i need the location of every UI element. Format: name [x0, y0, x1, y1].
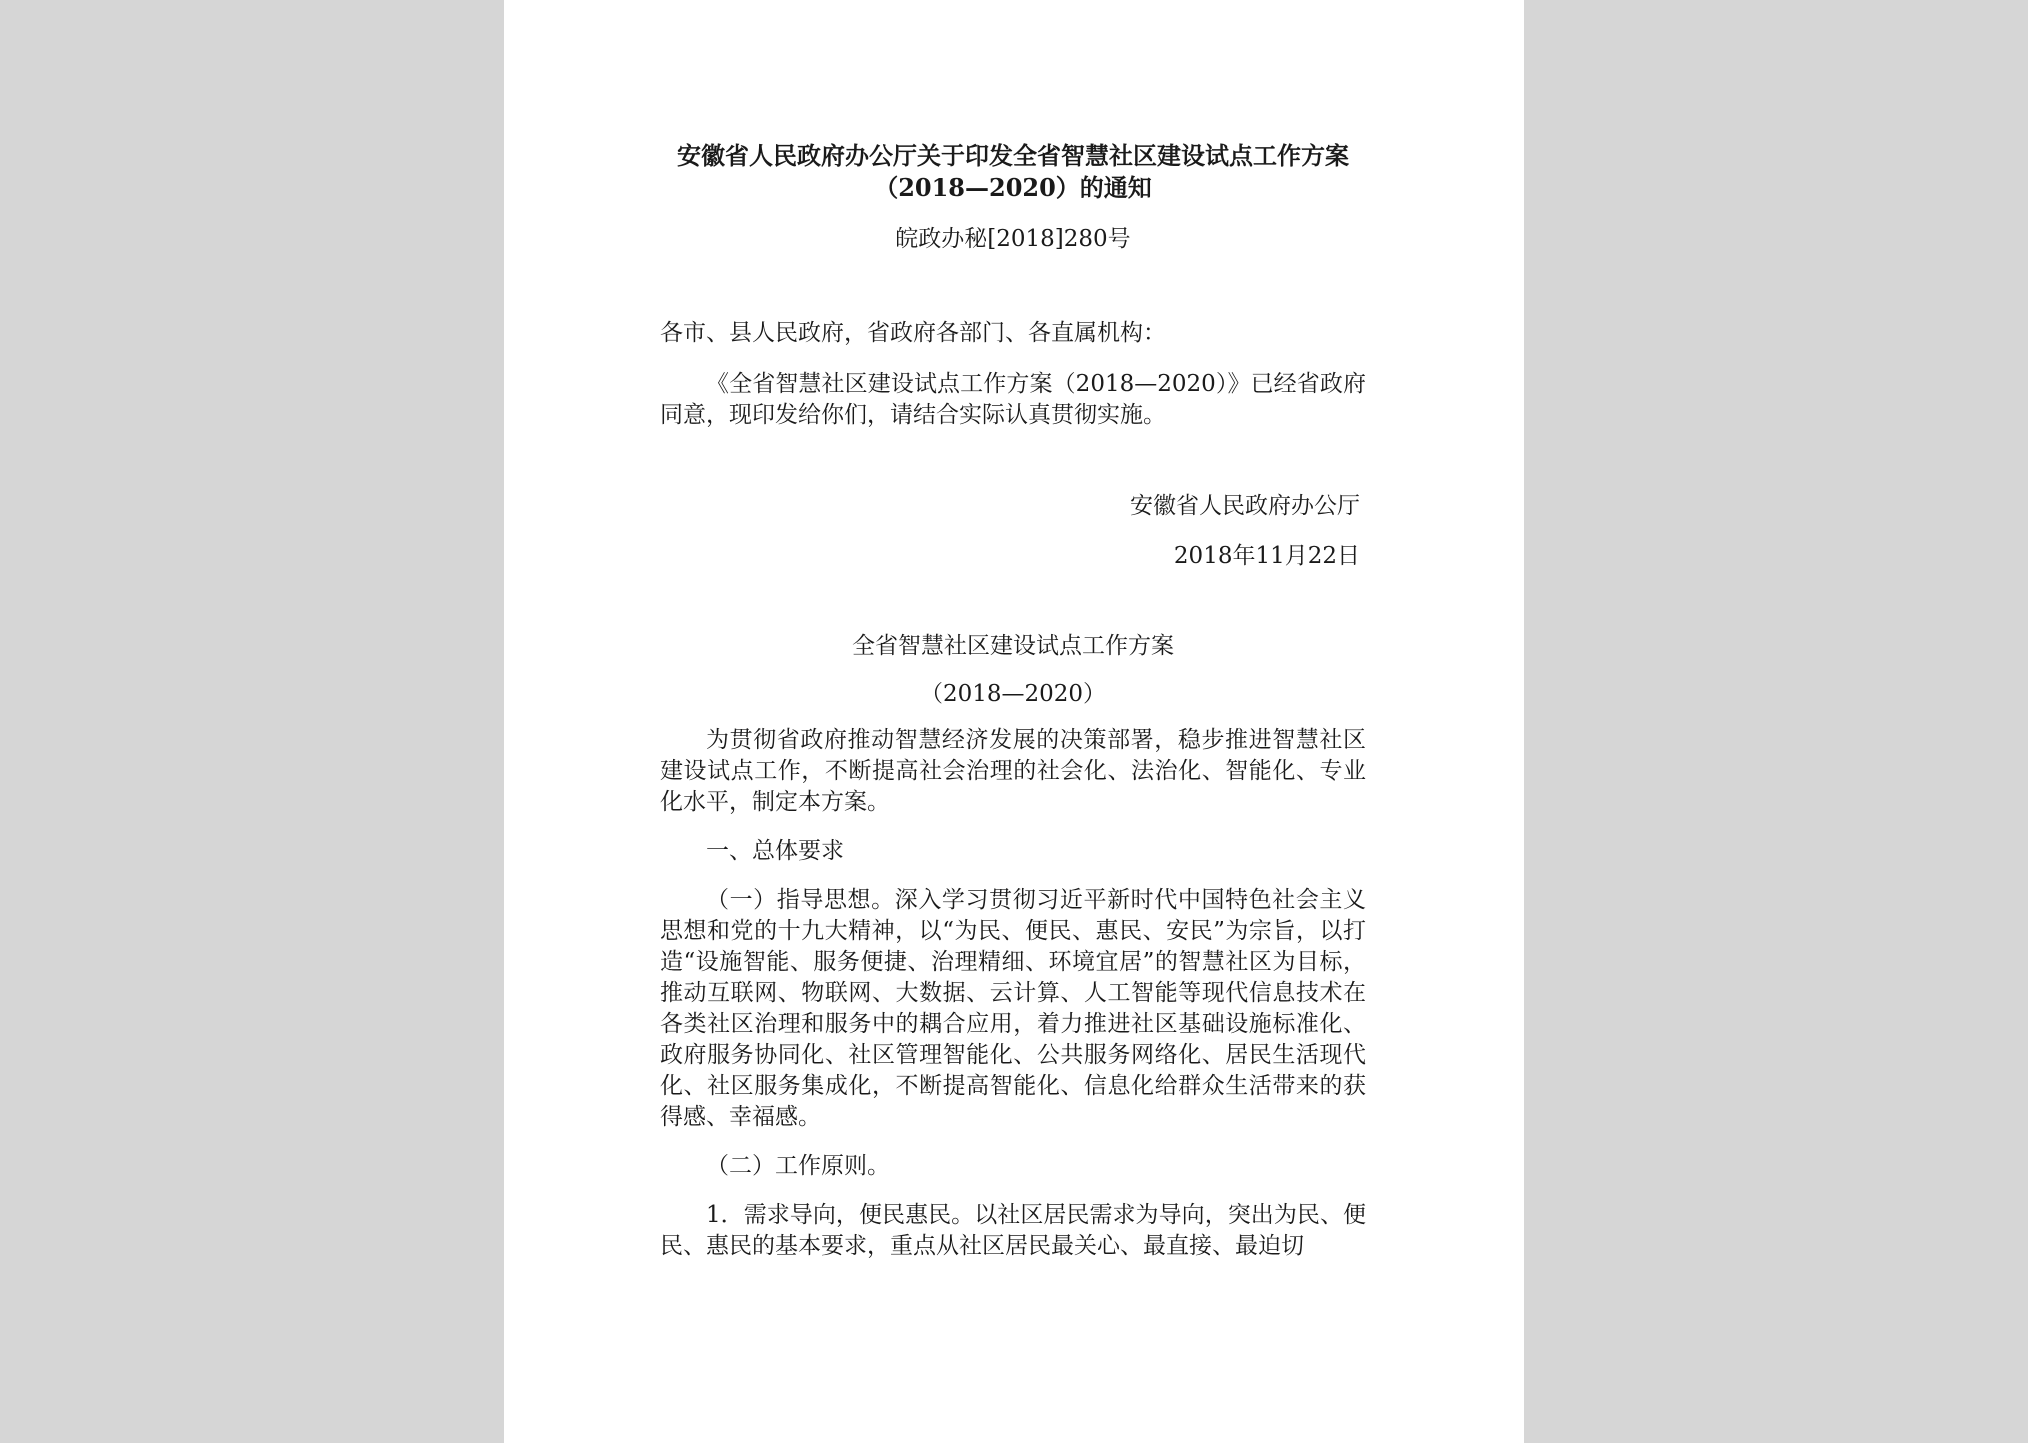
section-heading: 一、总体要求 — [706, 838, 844, 864]
salutation: 各市、县人民政府，省政府各部门、各直属机构： — [660, 320, 1166, 346]
notice-title-line2: （2018—2020）的通知 — [874, 173, 1152, 202]
page-content — [660, 140, 1366, 1262]
notice-title-line1: 安徽省人民政府办公厅关于印发全省智慧社区建设试点工作方案 — [677, 141, 1349, 170]
issue-date: 2018年11月22日 — [1173, 543, 1360, 569]
issuer: 安徽省人民政府办公厅 — [1130, 493, 1360, 519]
plan-intro-paragraph: 为贯彻省政府推动智慧经济发展的决策部署，稳步推进智慧社区建设试点工作，不断提高社会治理的社会化、法治化、智能化、专业化水平，制定本方案。 — [660, 727, 1366, 815]
plan-title: 全省智慧社区建设试点工作方案 — [852, 633, 1174, 659]
principles-heading: （二）工作原则。 — [706, 1153, 890, 1179]
principle-1-paragraph: 1．需求导向，便民惠民。以社区居民需求为导向，突出为民、便民、惠民的基本要求，重点从社区居民最关心、最直接、最迫切 — [660, 1202, 1366, 1259]
guiding-thought-paragraph: （一）指导思想。深入学习贯彻习近平新时代中国特色社会主义思想和党的十九大精神，以“为民、便民、惠民、安民”为宗旨，以打造“设施智能、服务便捷、治理精细、环境宜居”的智慧社区为目标，推动互联网、物联网、大数据、云计算、人工智能等现代信息技术在各类社区治理和服务中的耦合应用，着力推进社区基础设施标准化、政府服务协同化、社区管理智能化、公共服务网络化、居民生活现代化、社区服务集成化，不断提高智能化、信息化给群众生活带来的获得感、幸福感。 — [660, 887, 1366, 1130]
intro-paragraph: 《全省智慧社区建设试点工作方案（2018—2020）》已经省政府同意，现印发给你们，请结合实际认真贯彻实施。 — [660, 371, 1366, 428]
document-number: 皖政办秘[2018]280号 — [895, 226, 1131, 252]
plan-period: （2018—2020） — [919, 681, 1107, 707]
document-page — [504, 0, 1524, 1443]
